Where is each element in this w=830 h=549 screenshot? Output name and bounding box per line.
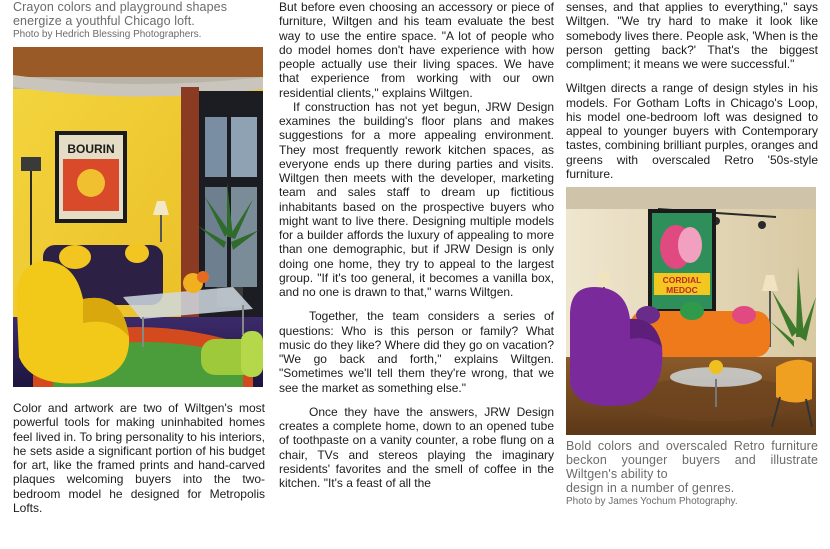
right-column	[566, 0, 818, 508]
photo2-caption-line2: design in a number of genres.	[566, 481, 735, 495]
middle-paragraph-3: Together, the team considers a series of questions: Who is this person or family? What music do they like? Where did they go on vacation? "We go back and forth," explains Wiltgen. "Sometimes we'll tell them they're wrong, that we see the market as something else."	[279, 309, 554, 395]
poster-medoc-text: MEDOC	[666, 285, 698, 295]
middle-column	[279, 0, 554, 490]
right-paragraph-1: senses, and that applies to everything," says Wiltgen. "We try hard to make it look like somebody lives there. People ask, 'When is the person getting back?' That's the biggest compliment; it means we were successful."	[566, 0, 818, 71]
photo-gotham-loft	[566, 187, 816, 435]
middle-paragraph-4: Once they have the answers, JRW Design creates a complete home, down to an opened tube of toothpaste on a vanity counter, a robe flung on a chair, TVs and stereos playing the imaginary residents' favorites and the smell of coffee in the kitchen. "It's a feast of all the	[279, 404, 554, 490]
right-paragraph-2: Wiltgen directs a range of design styles in his models. For Gotham Lofts in Chicago's Loop, his model one-bedroom loft was designed to appeal to younger buyers with Contemporary tastes, combining brilliant purples, oranges and greens with overscaled Retro '50s-style furniture.	[566, 81, 818, 181]
photo1-caption: Crayon colors and playground shapes energize a youthful Chicago loft.	[13, 0, 228, 28]
gotham-photo-illustration	[566, 187, 816, 435]
poster-text: BOURIN	[67, 142, 115, 156]
poster-cordial-text: CORDIAL	[662, 275, 702, 285]
photo1-credit: Photo by Hedrich Blessing Photographers.	[13, 29, 202, 40]
loft-photo-illustration	[13, 47, 263, 387]
photo2-caption-line1: Bold colors and overscaled Retro furniture beckon younger buyers and illustrate Wiltgen's ability to	[566, 439, 818, 481]
middle-paragraph-1: But before even choosing an accessory or piece of furniture, Wiltgen and his team evaluate the best way to use the entire space. "A lot of people who do model homes don't have experience with how people actually use their living spaces. We have that experience from working with our own residential clients," explains Wiltgen.	[279, 0, 554, 100]
photo-chicago-loft	[13, 47, 263, 387]
middle-paragraph-2: If construction has not yet begun, JRW Design examines the building's floor plans and makes suggestions for a more appealing environment. They most frequently rework kitchen spaces, as everyone ends up there during parties and visits. Wiltgen then meets with the developer, marketing team and sales staff to dream up fictitious inhabitants based on the prospective buyers who might want to live there. Designing multiple models for a builder affords the luxury of appealing to more than one demographic, but if JRW Design is only doing one home, they try to appeal to the largest group. "If it's too general, it becomes a vanilla box, and no one is drawn to that," warns Wiltgen.	[279, 99, 554, 299]
left-paragraph: Color and artwork are two of Wiltgen's most powerful tools for making uninhabited homes feel lived in. To bring personality to his interiors, he sets aside a significant portion of his budget for art, like the framed prints and hand-carved plaques welcoming buyers into the two-bedroom model he designed for Metropolis Lofts.	[13, 401, 265, 515]
photo2-credit: Photo by James Yochum Photography.	[566, 496, 738, 507]
left-column	[13, 0, 265, 515]
